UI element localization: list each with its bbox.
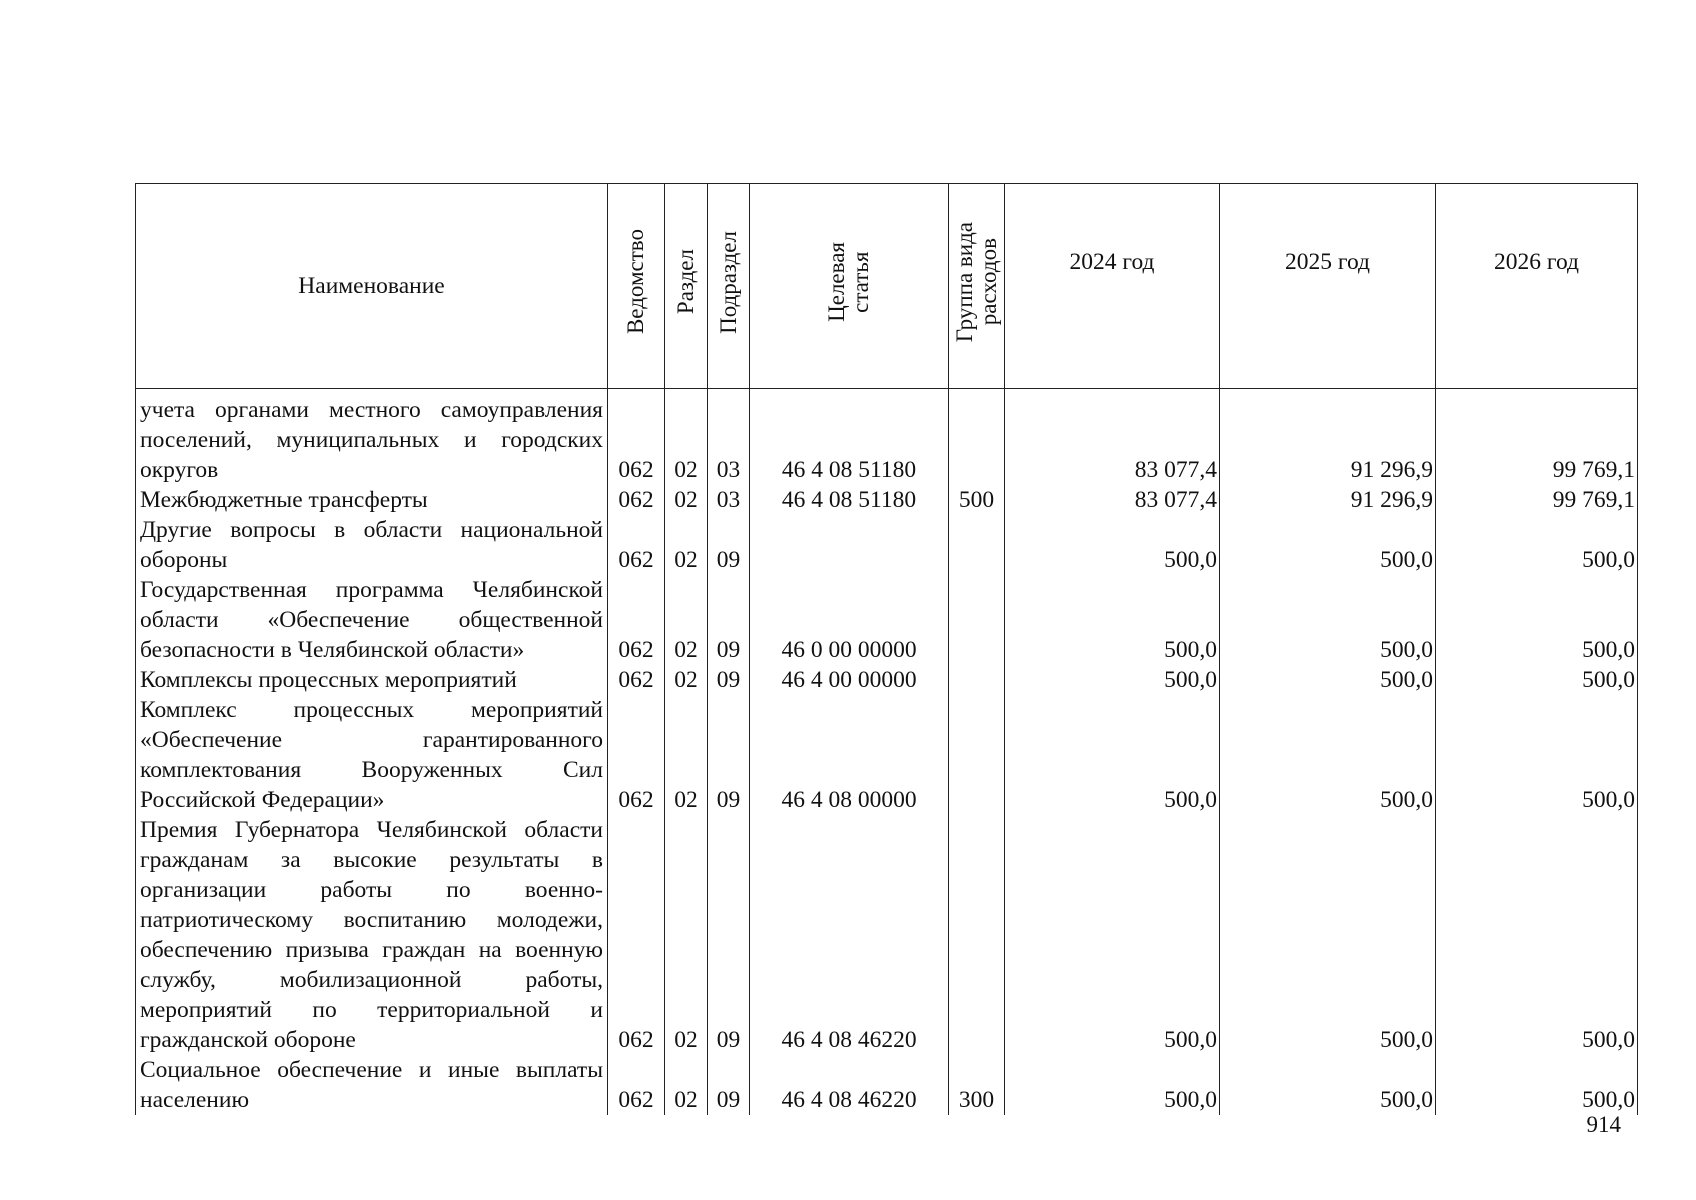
header-section <box>665 184 708 389</box>
row-department: 062 <box>608 665 665 695</box>
header-year-2024 <box>1005 184 1220 389</box>
header-year-2024-label: 2024 год <box>1069 249 1155 275</box>
header-subsection-label: Подраздел <box>715 230 741 334</box>
row-amount-2026: 500,0 <box>1436 815 1638 1055</box>
row-subsection: 09 <box>708 575 750 665</box>
header-name-label: Наименование <box>298 273 445 299</box>
row-amount-2024: 500,0 <box>1005 575 1220 665</box>
row-section: 02 <box>665 1055 708 1115</box>
row-amount-2024: 500,0 <box>1005 665 1220 695</box>
row-department: 062 <box>608 695 665 815</box>
row-amount-2026: 500,0 <box>1436 665 1638 695</box>
header-expense-group <box>949 184 1005 389</box>
header-expense-group-label <box>953 222 1001 342</box>
row-department: 062 <box>608 515 665 575</box>
header-department <box>608 184 665 389</box>
row-department: 062 <box>608 485 665 515</box>
header-department-label: Ведомство <box>623 229 648 335</box>
row-amount-2026: 500,0 <box>1436 575 1638 665</box>
table-row <box>136 665 1638 695</box>
budget-table <box>135 183 1638 1115</box>
row-target-article: 46 4 08 00000 <box>750 695 949 815</box>
row-amount-2024: 500,0 <box>1005 695 1220 815</box>
table-row <box>136 575 1638 665</box>
table-row <box>136 515 1638 575</box>
row-target-article: 46 0 00 00000 <box>750 575 949 665</box>
row-expense-group <box>949 665 1005 695</box>
row-amount-2025: 500,0 <box>1220 695 1436 815</box>
row-section: 02 <box>665 389 708 486</box>
row-section: 02 <box>665 515 708 575</box>
row-target-article: 46 4 08 46220 <box>750 1055 949 1115</box>
row-amount-2024: 83 077,4 <box>1005 485 1220 515</box>
row-amount-2024: 500,0 <box>1005 515 1220 575</box>
row-section: 02 <box>665 815 708 1055</box>
row-section: 02 <box>665 695 708 815</box>
header-section-label: Раздел <box>673 249 698 315</box>
row-subsection: 09 <box>708 695 750 815</box>
row-amount-2025: 500,0 <box>1220 665 1436 695</box>
header-year-2025-label: 2025 год <box>1285 249 1370 275</box>
header-year-2026 <box>1436 184 1638 389</box>
header-target-article <box>750 184 949 389</box>
row-amount-2026: 500,0 <box>1436 515 1638 575</box>
row-subsection: 03 <box>708 389 750 486</box>
table-row <box>136 485 1638 515</box>
row-name: учета органами местного самоуправления поселений, муниципальных и городских округов <box>136 389 608 486</box>
row-department: 062 <box>608 389 665 486</box>
row-section: 02 <box>665 665 708 695</box>
row-subsection: 09 <box>708 815 750 1055</box>
row-expense-group: 300 <box>949 1055 1005 1115</box>
row-amount-2024: 83 077,4 <box>1005 389 1220 486</box>
row-amount-2025: 500,0 <box>1220 575 1436 665</box>
header-target-article-line1: Целевая <box>824 242 849 322</box>
table-row <box>136 695 1638 815</box>
header-year-2026-label: 2026 год <box>1494 249 1579 275</box>
row-expense-group <box>949 389 1005 486</box>
row-amount-2026: 99 769,1 <box>1436 389 1638 486</box>
row-expense-group <box>949 695 1005 815</box>
row-name: Комплексы процессных мероприятий <box>136 665 608 695</box>
row-department: 062 <box>608 1055 665 1115</box>
table-header-row <box>136 184 1638 389</box>
row-subsection: 09 <box>708 1055 750 1115</box>
row-target-article: 46 4 08 46220 <box>750 815 949 1055</box>
row-expense-group <box>949 815 1005 1055</box>
row-target-article: 46 4 08 51180 <box>750 485 949 515</box>
page-number: 914 <box>1586 1112 1621 1137</box>
row-name: Социальное обеспечение и иные выплаты населению <box>136 1055 608 1115</box>
table-row <box>136 1055 1638 1115</box>
row-expense-group <box>949 515 1005 575</box>
row-amount-2025: 91 296,9 <box>1220 389 1436 486</box>
row-subsection: 09 <box>708 665 750 695</box>
row-target-article <box>750 515 949 575</box>
row-name: Премия Губернатора Челябинской области гражданам за высокие результаты в организации работы по военно-патриотическому воспитанию молодежи, обеспечению призыва граждан на военную службу, мобилизационной работы, мероприятий по территориальной и гражданской обороне <box>136 815 608 1055</box>
header-name <box>136 184 608 389</box>
row-expense-group <box>949 575 1005 665</box>
header-target-article-label <box>825 242 873 322</box>
row-amount-2026: 500,0 <box>1436 1055 1638 1115</box>
table-row <box>136 389 1638 486</box>
row-amount-2025: 91 296,9 <box>1220 485 1436 515</box>
row-department: 062 <box>608 815 665 1055</box>
row-target-article: 46 4 00 00000 <box>750 665 949 695</box>
header-target-article-line2: статья <box>848 251 873 313</box>
table-row <box>136 815 1638 1055</box>
row-name: Государственная программа Челябинской области «Обеспечение общественной безопасности в Челябинской области» <box>136 575 608 665</box>
row-amount-2024: 500,0 <box>1005 815 1220 1055</box>
header-year-2025 <box>1220 184 1436 389</box>
row-amount-2025: 500,0 <box>1220 1055 1436 1115</box>
header-expense-group-line2: расходов <box>975 238 1001 326</box>
row-amount-2025: 500,0 <box>1220 515 1436 575</box>
row-name: Другие вопросы в области национальной обороны <box>136 515 608 575</box>
row-section: 02 <box>665 485 708 515</box>
row-amount-2026: 500,0 <box>1436 695 1638 815</box>
row-amount-2026: 99 769,1 <box>1436 485 1638 515</box>
header-expense-group-line1: Группа вида <box>951 221 977 343</box>
row-amount-2024: 500,0 <box>1005 1055 1220 1115</box>
row-target-article: 46 4 08 51180 <box>750 389 949 486</box>
row-expense-group: 500 <box>949 485 1005 515</box>
row-name: Комплекс процессных мероприятий «Обеспечение гарантированного комплектования Вооруженных Сил Российской Федерации» <box>136 695 608 815</box>
row-amount-2025: 500,0 <box>1220 815 1436 1055</box>
row-section: 02 <box>665 575 708 665</box>
header-subsection <box>708 184 750 389</box>
row-subsection: 09 <box>708 515 750 575</box>
row-subsection: 03 <box>708 485 750 515</box>
row-name: Межбюджетные трансферты <box>136 485 608 515</box>
row-department: 062 <box>608 575 665 665</box>
